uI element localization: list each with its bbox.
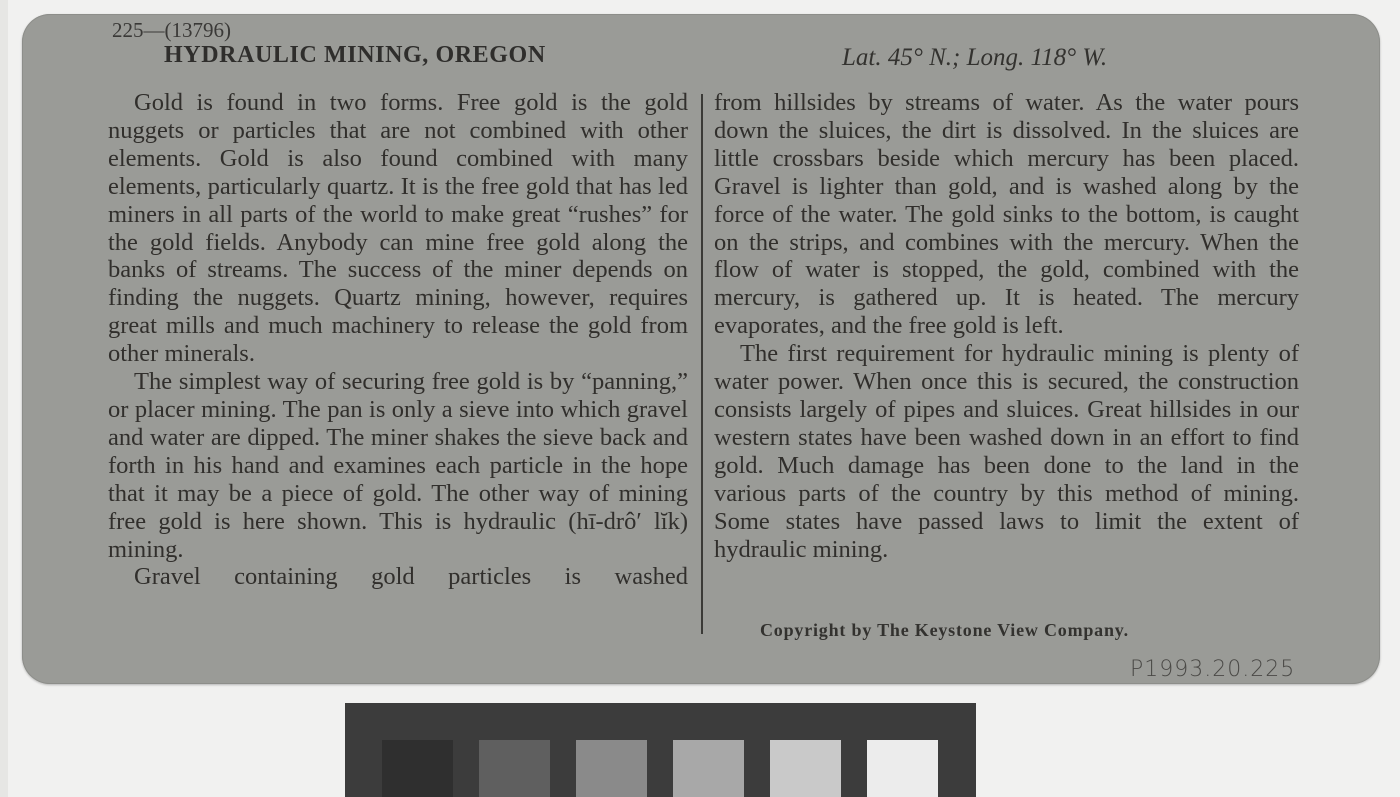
grayscale-color-target [345,703,976,797]
paragraph: from hillsides by streams of water. As the water pours down the sluices, the dirt is dissolved. In the sluices are little crossbars beside which mercury has been placed. Gravel is lighter than gold, and is washed along by the force of the water. The gold sinks to the bottom, is caught on the strips, and combines with the mercury. When the flow of water is stopped, the gold, combined with the mercury, is gathered up. It is heated. The mercury evaporates, and the free gold is left. [714,89,1299,340]
stereograph-card-back [22,14,1380,684]
gray-patch [576,740,647,797]
accession-number: P1993.20.225 [1130,657,1296,682]
paragraph: The first requirement for hydraulic mining is plenty of water power. When once this is secured, the construction consists largely of pipes and sluices. Great hillsides in our western states have been washed down in an effort to find gold. Much damage has been done to the land in the various parts of the country by this method of mining. Some states have passed laws to limit the extent of hydraulic mining. [714,340,1299,563]
paragraph: The simplest way of securing free gold is by “panning,” or placer mining. The pan is only a sieve into which gravel and water are dipped. The miner shakes the sieve back and forth in his hand and examines each particle in the hope that it may be a piece of gold. The other way of mining free gold is here shown. This is hydraulic (hī-drô′ lĭk) mining. [108,368,688,563]
gray-patch [382,740,453,797]
background-edge [0,0,8,797]
card-title: HYDRAULIC MINING, OREGON [164,42,546,68]
paragraph: Gravel containing gold particles is washed [134,563,688,591]
column-divider [701,94,703,634]
text-column-right [714,89,1299,563]
gray-patch [479,740,550,797]
copyright-line: Copyright by The Keystone View Company. [760,620,1129,640]
lat-long: Lat. 45° N.; Long. 118° W. [842,44,1108,71]
gray-patch [867,740,938,797]
gray-patch [770,740,841,797]
catalog-number: 225—(13796) [112,18,231,42]
paragraph: Gold is found in two forms. Free gold is the gold nuggets or particles that are not combined with other elements. Gold is also found combined with many elements, particularly quartz. It is the free gold that has led miners in all parts of the world to make great “rushes” for the gold fields. Anybody can mine free gold along the banks of streams. The success of the miner depends on finding the nuggets. Quartz mining, however, requires great mills and much machinery to release the gold from other minerals. [108,89,688,368]
gray-patch [673,740,744,797]
text-column-left [108,89,688,591]
